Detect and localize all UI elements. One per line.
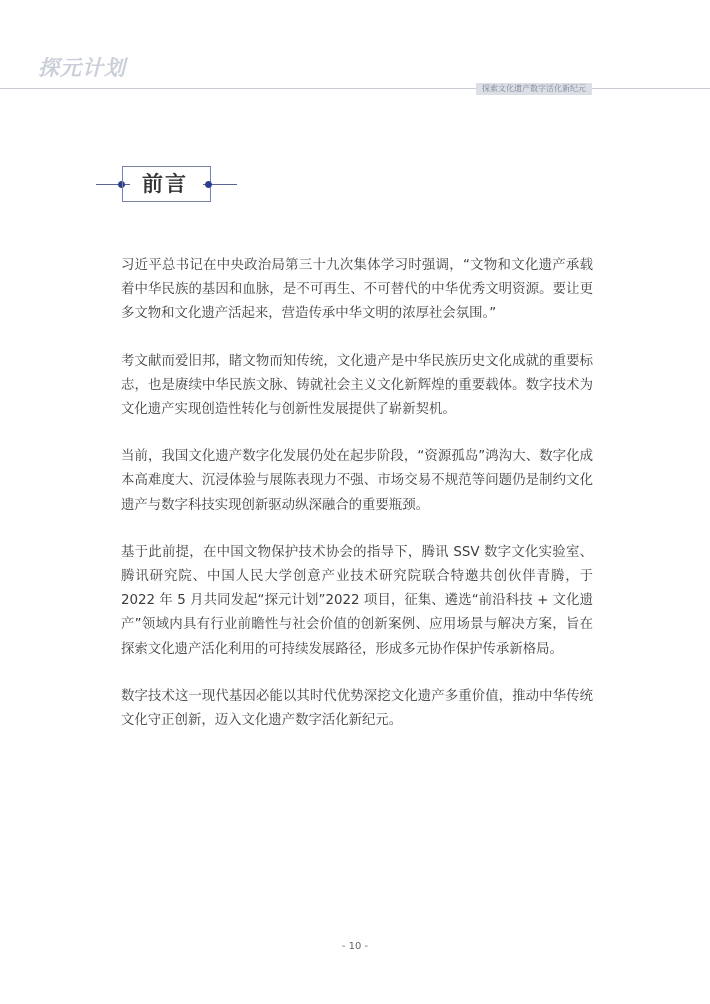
- body-text: [121, 254, 593, 756]
- paragraph: 数字技术这一现代基因必能以其时代优势深挖文化遗产多重价值，推动中华传统文化守正创新，迈入文化遗产数字活化新纪元。: [121, 688, 593, 729]
- paragraph: 基于此前提，在中国文物保护技术协会的指导下，腾讯 SSV 数字文化实验室、腾讯研究院、中国人民大学创意产业技术研究院联合特邀共创伙伴青腾，于 2022 年 5 月共同发起“探元计划”2022 项目，征集、遴选“前沿科技 + 文化遗产”领域内具有行业前瞻性与社会价值的创新案例、应用场景与解决方案，旨在探索文化遗产活化利用的可持续发展路径，形成多元协作保护传承新格局。: [121, 544, 593, 657]
- header-divider: [0, 88, 710, 89]
- brand-logo: 探元计划: [38, 56, 126, 80]
- paragraph: 当前，我国文化遗产数字化发展仍处在起步阶段，“资源孤岛”鸿沟大、数字化成本高难度大、沉浸体验与展陈表现力不强、市场交易不规范等问题仍是制约文化遗产与数字科技实现创新驱动纵深融合的重要瓶颈。: [121, 449, 593, 513]
- paragraph: 习近平总书记在中央政治局第三十九次集体学习时强调，“文物和文化遗产承载着中华民族的基因和血脉，是不可再生、不可替代的中华优秀文明资源。要让更多文物和文化遗产活起来，营造传承中华文明的浓厚社会氛围。”: [121, 258, 593, 322]
- paragraph: 考文献而爱旧邦，睹文物而知传统，文化遗产是中华民族历史文化成就的重要标志，也是赓续中华民族文脉、铸就社会主义文化新辉煌的重要载体。数字技术为文化遗产实现创造性转化与创新性发展提供了崭新契机。: [121, 353, 593, 418]
- page-number: - 10 -: [341, 941, 369, 952]
- page-title: 前言: [142, 172, 188, 196]
- header-tag: 探索文化遗产数字活化新纪元: [476, 83, 592, 95]
- heading-dot-right: [205, 181, 212, 188]
